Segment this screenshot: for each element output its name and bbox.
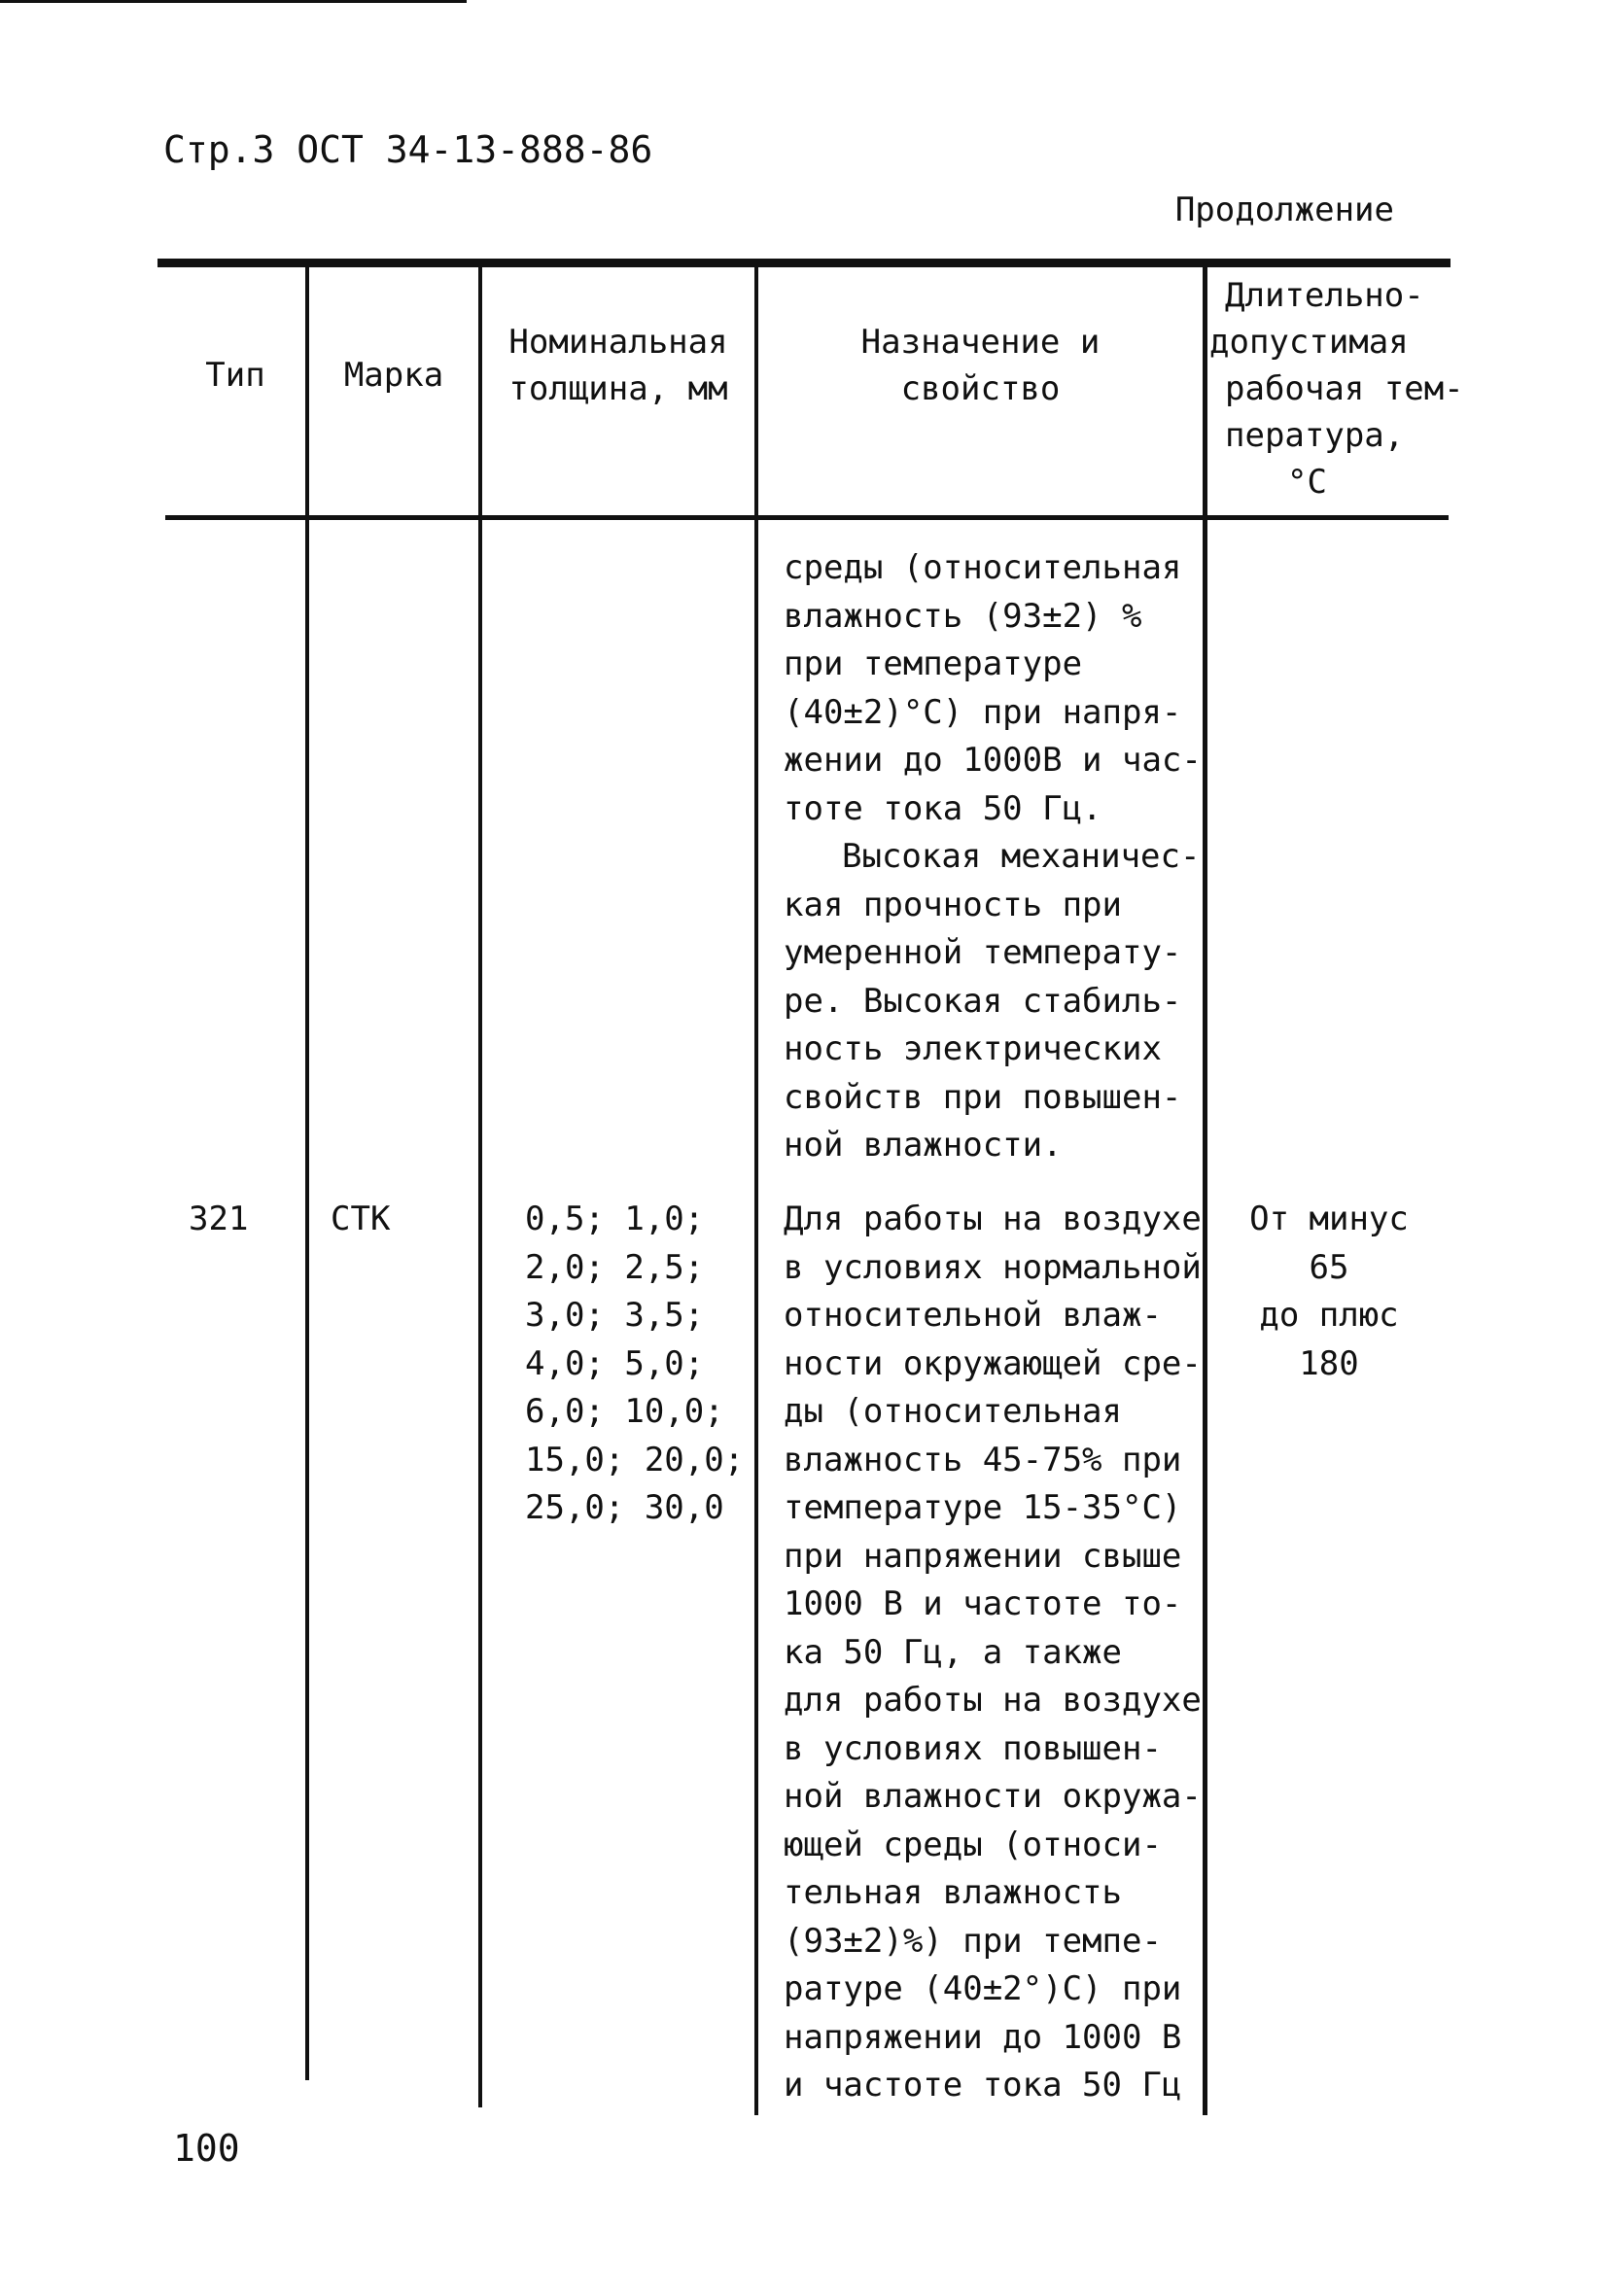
col-header-type: Тип [205, 356, 265, 395]
col-rule-4 [1203, 264, 1207, 2115]
col-rule-3 [754, 264, 758, 2115]
row-purpose: Для работы на воздухе в условиях нормальной относительной влаж- ности окружающей сре- ды (относительная влажность 45-75% при температуре 15-35°C) при напряжении свыше 1000 В и частоте то- ка 50 Гц, а также для работы на воздухе в условиях повышен- ной влажности окружа- ющей среды (относи- тельная влажность (93±2)%) при темпе- ратуре (40±2°)C) при напряжении до 1000 В и частоте тока 50 Гц [784, 1200, 1202, 2105]
col-header-brand: Марка [343, 356, 444, 395]
prev-row-purpose: среды (относительная влажность (93±2) % при температуре (40±2)°C) при напря- жении до 1000В и час- тоте тока 50 Гц. Высокая механичес- кая прочность при умеренной температу- ре. Высокая стабиль- ность электрических свойств при повышен- ной влажности. [784, 548, 1202, 1165]
col-rule-1 [305, 264, 309, 2080]
continuation-label: Продолжение [1174, 191, 1394, 229]
col-header-purpose: Назначение и свойство [860, 323, 1101, 408]
page-number: 100 [173, 2127, 240, 2170]
row-brand: СТК [331, 1200, 391, 1238]
page-header: Стр.3 ОСТ 34-13-888-86 [163, 128, 653, 171]
col-rule-2 [478, 264, 482, 2107]
header-underline [0, 0, 467, 3]
header-bottom-rule [165, 515, 1449, 520]
row-type: 321 [189, 1200, 249, 1238]
col-header-temperature: Длительно- допустимая рабочая тем- пература, °C [1209, 276, 1464, 502]
col-header-thickness: Номинальная толщина, мм [508, 323, 728, 408]
row-temperature: От минус 65 до плюс 180 [1249, 1200, 1409, 1383]
table-top-rule [157, 259, 1451, 267]
row-thickness: 0,5; 1,0; 2,0; 2,5; 3,0; 3,5; 4,0; 5,0; 6,0; 10,0; 15,0; 20,0; 25,0; 30,0 [525, 1200, 745, 1527]
